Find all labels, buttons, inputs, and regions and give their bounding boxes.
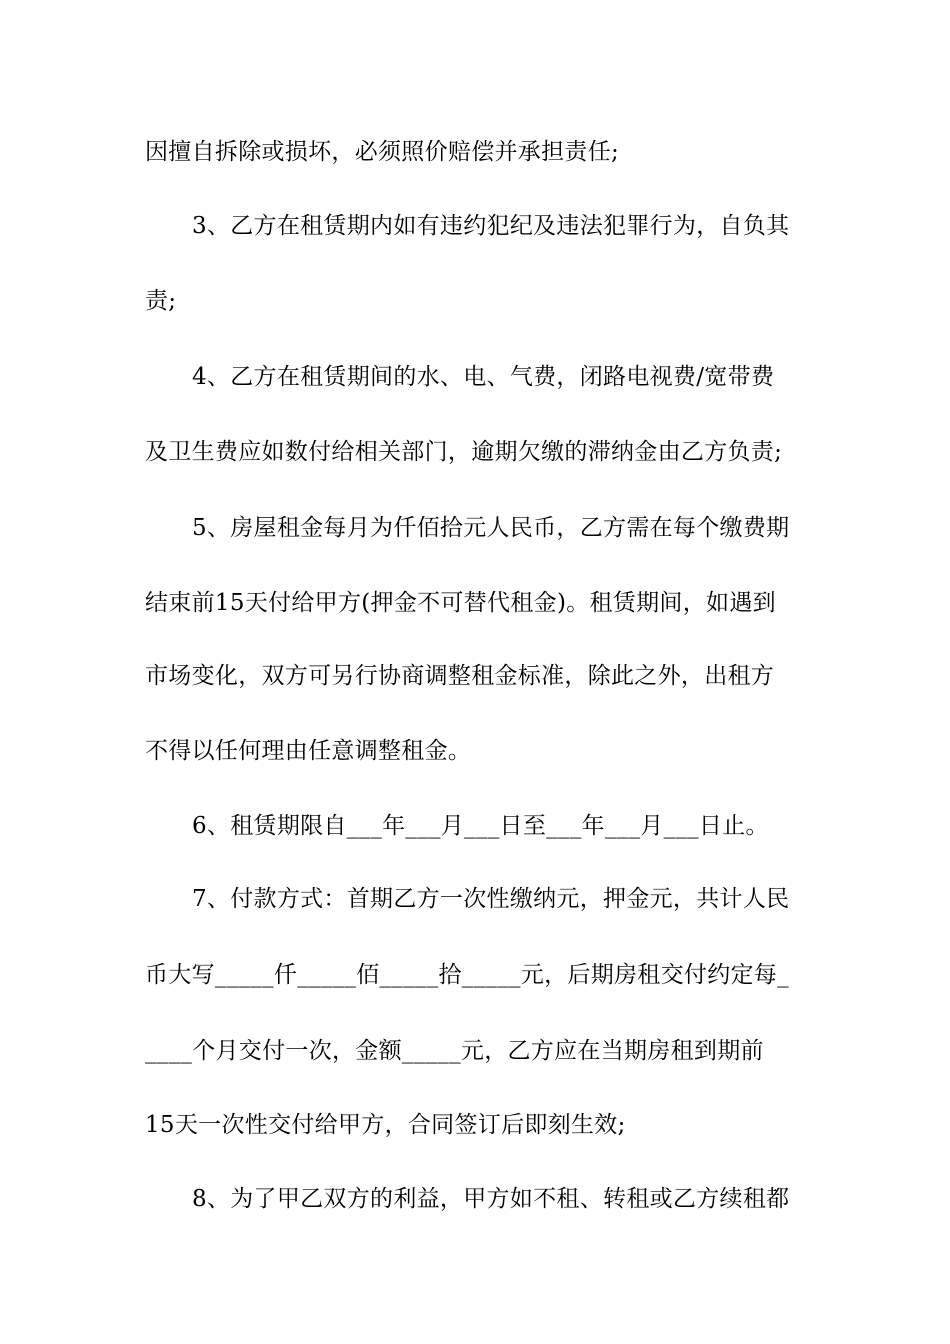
paragraph-line: 市场变化，双方可另行协商调整租金标准，除此之外，出租方 — [145, 663, 775, 689]
paragraph-line: 不得以任何理由任意调整租金。 — [145, 738, 472, 764]
paragraph-line: 及卫生费应如数付给相关部门，逾期欠缴的滞纳金由乙方负责; — [145, 439, 783, 465]
paragraph-line: 币大写_____仟_____佰_____拾_____元，后期房租交付约定每_ — [145, 962, 789, 988]
paragraph-line: 责; — [145, 288, 177, 314]
paragraph-line: 15天一次性交付给甲方，合同签订后即刻生效; — [145, 1112, 626, 1138]
paragraph-line: 3、乙方在租赁期内如有违约犯纪及违法犯罪行为，自负其 — [192, 213, 790, 239]
paragraph-line: 结束前15天付给甲方(押金不可替代租金)。租赁期间，如遇到 — [145, 590, 776, 616]
paragraph-line: 8、为了甲乙双方的利益，甲方如不租、转租或乙方续租都 — [192, 1186, 790, 1212]
paragraph-line: 5、房屋租金每月为仟佰拾元人民币，乙方需在每个缴费期 — [192, 515, 790, 541]
paragraph-line: 因擅自拆除或损坏，必须照价赔偿并承担责任; — [145, 139, 620, 165]
paragraph-line: 7、付款方式：首期乙方一次性缴纳元，押金元，共计人民 — [192, 886, 790, 912]
paragraph-line: 4、乙方在租赁期间的水、电、气费，闭路电视费/宽带费 — [192, 364, 775, 390]
paragraph-line: 6、租赁期限自___年___月___日至___年___月___日止。 — [192, 813, 769, 839]
paragraph-line: ____个月交付一次，金额_____元，乙方应在当期房租到期前 — [145, 1038, 764, 1064]
